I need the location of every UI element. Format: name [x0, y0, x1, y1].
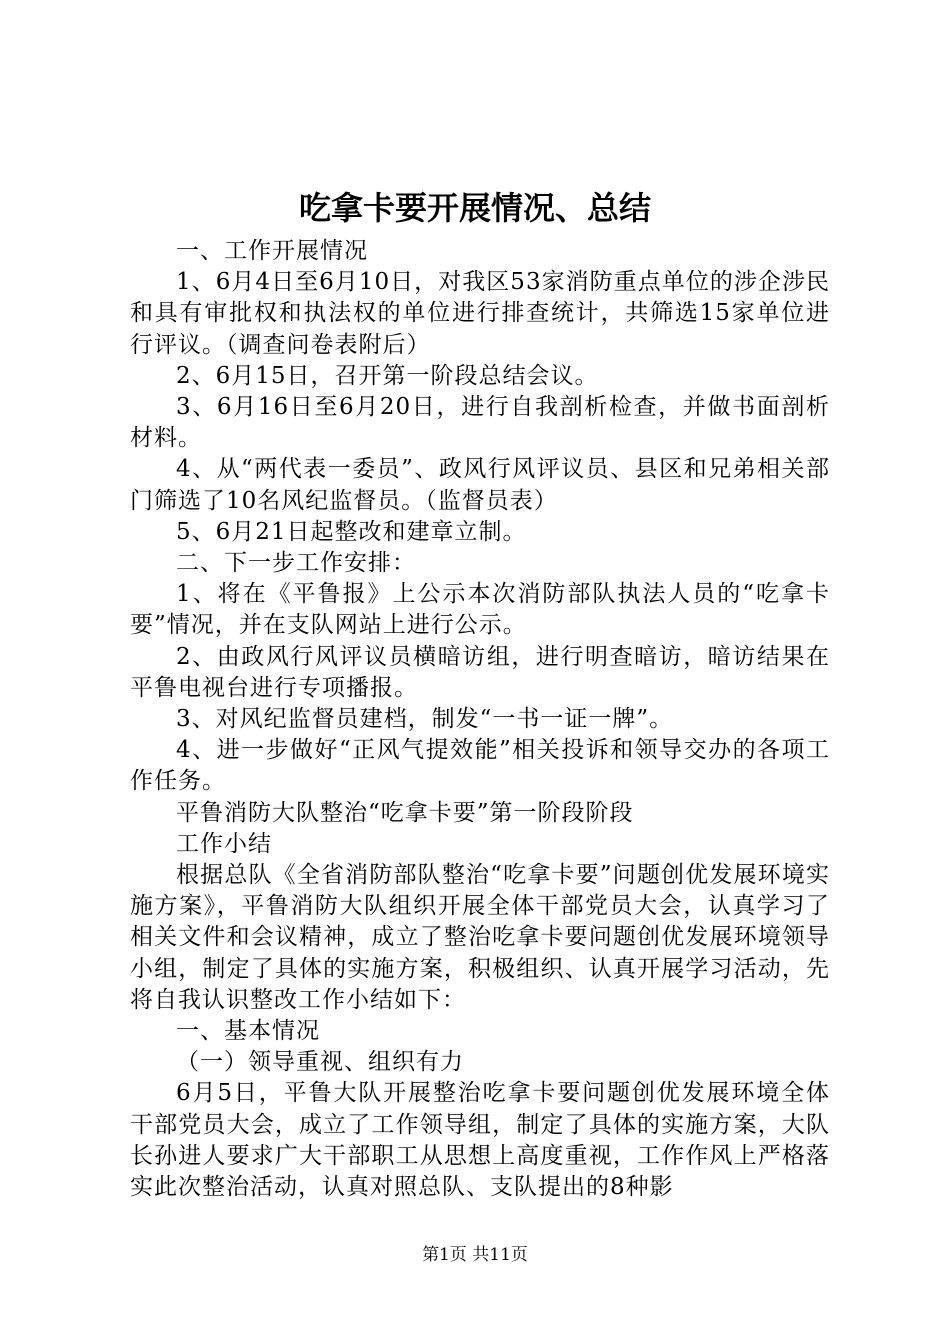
paragraph: 平鲁消防大队整治“吃拿卡要”第一阶段阶段: [176, 799, 634, 826]
paragraph: 2、6月15日，召开第一阶段总结会议。: [176, 362, 599, 389]
paragraph: 工作小结: [176, 830, 272, 857]
paragraph: 3、对风纪监督员建档，制发“一书一证一牌”。: [176, 706, 674, 733]
paragraph: 1、6月4日至6月10日，对我区53家消防重点单位的涉企涉民和具有审批权和执法权的单位进行排查统计，共筛选15家单位进行评议。（调查问卷表附后）: [130, 269, 830, 358]
paragraph: 一、基本情况: [176, 1018, 320, 1045]
paragraph: 二、下一步工作安排：: [176, 550, 416, 577]
paragraph: 3、6月16日至6月20日，进行自我剖析检查，并做书面剖析材料。: [130, 394, 830, 452]
paragraph: 2、由政风行风评议员横暗访组，进行明查暗访，暗访结果在平鲁电视台进行专项播报。: [130, 643, 830, 701]
paragraph: 根据总队《全省消防部队整治“吃拿卡要”问题创优发展环境实施方案》，平鲁消防大队组织开展全体干部党员大会，认真学习了相关文件和会议精神，成立了整治吃拿卡要问题创优发展环境领导小组，制定了具体的实施方案，积极组织、认真开展学习活动，先将自我认识整改工作小结如下：: [130, 862, 830, 1013]
paragraph: 4、从“两代表一委员”、政风行风评议员、县区和兄弟相关部门筛选了10名风纪监督员。（监督员表）: [130, 456, 830, 514]
paragraph: 4、进一步做好“正风气提效能”相关投诉和领导交办的各项工作任务。: [130, 737, 830, 795]
paragraph: 1、将在《平鲁报》上公示本次消防部队执法人员的“吃拿卡要”情况，并在支队网站上进行公示。: [130, 581, 830, 639]
document-body: [130, 236, 830, 1203]
paragraph: （一）领导重视、组织有力: [176, 1049, 464, 1076]
paragraph: 一、工作开展情况: [176, 238, 368, 264]
page-number: 第1页 共11页: [422, 1245, 528, 1265]
paragraph: 6月5日，平鲁大队开展整治吃拿卡要问题创优发展环境全体干部党员大会，成立了工作领导组，制定了具体的实施方案，大队长孙进人要求广大干部职工从思想上高度重视，工作作风上严格落实此次整治活动，认真对照总队、支队提出的8种影: [130, 1080, 830, 1201]
paragraph: 5、6月21日起整改和建章立制。: [176, 518, 527, 545]
document-title: 吃拿卡要开展情况、总结: [298, 189, 651, 227]
